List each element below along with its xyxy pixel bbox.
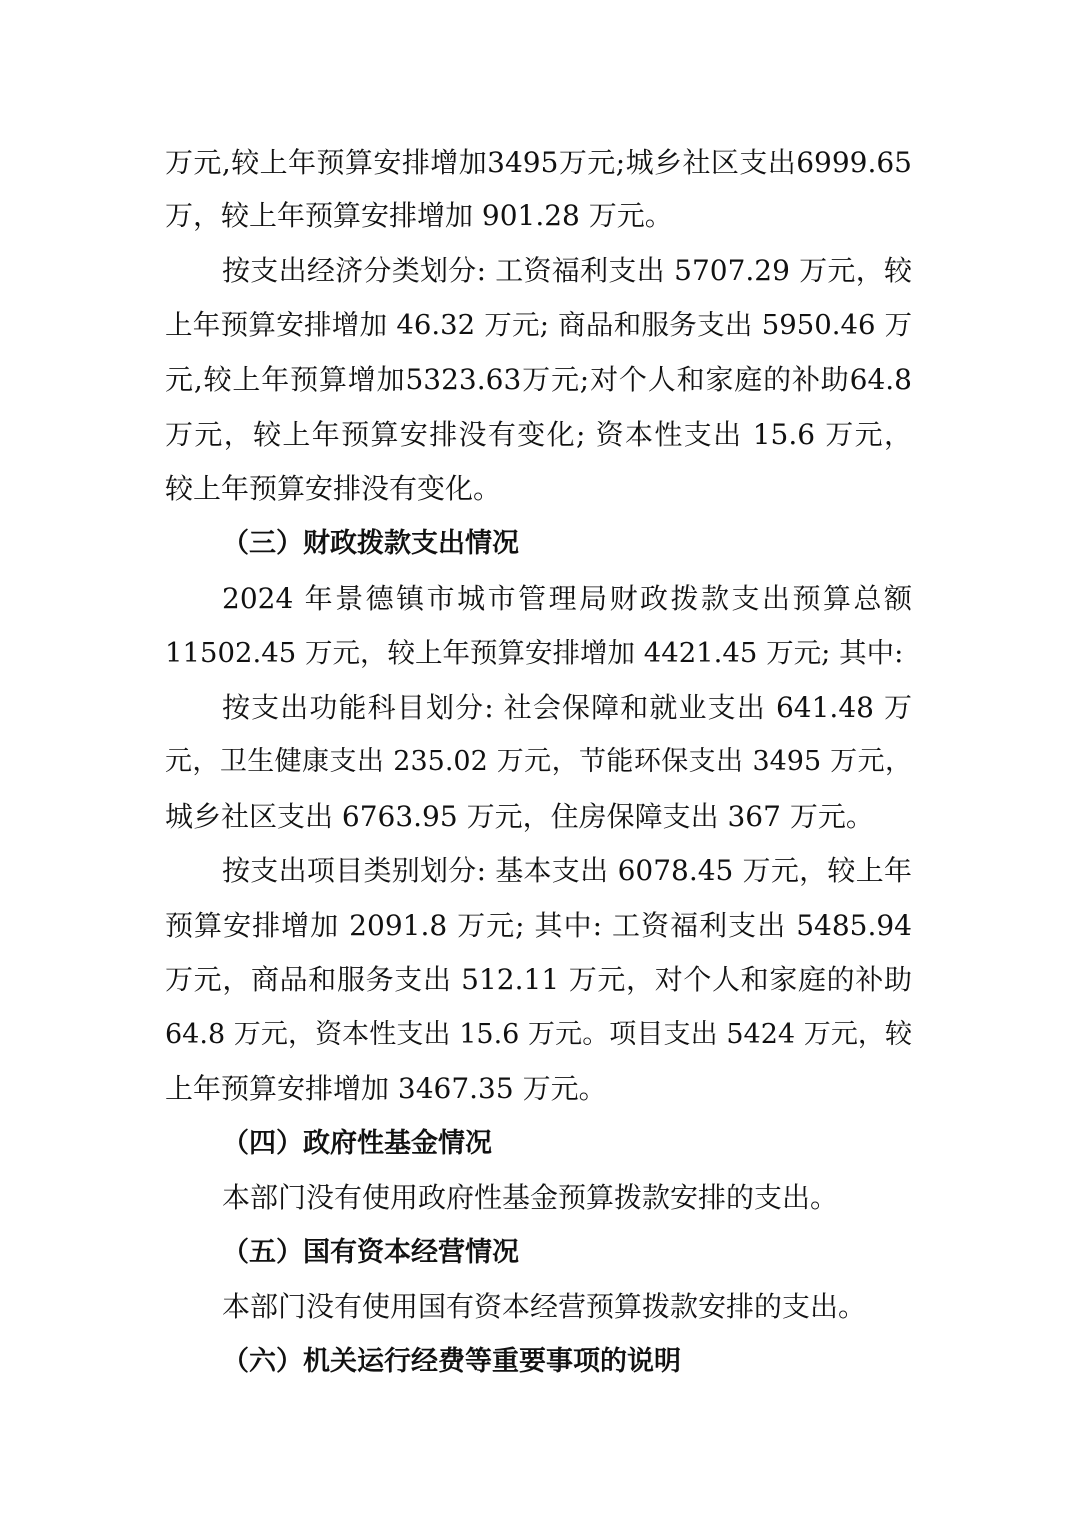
- body-text-line: 本部门没有使用国有资本经营预算拨款安排的支出。: [222, 1290, 867, 1323]
- body-text-line: 万元,较上年预算安排增加3495万元;城乡社区支出6999.65: [165, 146, 912, 179]
- body-text-line: 万元，较上年预算安排没有变化; 资本性支出 15.6 万元，: [165, 418, 912, 451]
- body-text-line: 按支出经济分类划分: 工资福利支出 5707.29 万元，较: [222, 254, 912, 287]
- section-heading-5: （五）国有资本经营情况: [222, 1237, 519, 1268]
- body-text-line: 按支出项目类别划分: 基本支出 6078.45 万元，较上年: [222, 854, 912, 887]
- body-text-line: 元,较上年预算增加5323.63万元;对个人和家庭的补助64.8: [165, 363, 912, 396]
- body-text-line: 本部门没有使用政府性基金预算拨款安排的支出。: [222, 1181, 839, 1214]
- body-text-line: 64.8 万元，资本性支出 15.6 万元。项目支出 5424 万元，较: [165, 1019, 912, 1050]
- section-heading-4: （四）政府性基金情况: [222, 1128, 492, 1159]
- section-heading-6: （六）机关运行经费等重要事项的说明: [222, 1346, 681, 1377]
- body-text-line: 元，卫生健康支出 235.02 万元，节能环保支出 3495 万元，: [165, 746, 912, 777]
- body-text-line: 较上年预算安排没有变化。: [165, 472, 502, 505]
- body-text-line: 2024 年景德镇市城市管理局财政拨款支出预算总额: [222, 582, 912, 615]
- section-heading-3: （三）财政拨款支出情况: [222, 528, 519, 559]
- body-text-line: 万元，商品和服务支出 512.11 万元，对个人和家庭的补助: [165, 963, 912, 996]
- body-text-line: 上年预算安排增加 46.32 万元; 商品和服务支出 5950.46 万: [165, 309, 912, 341]
- body-text-line: 按支出功能科目划分: 社会保障和就业支出 641.48 万: [222, 691, 912, 724]
- body-text-line: 11502.45 万元，较上年预算安排增加 4421.45 万元; 其中:: [165, 637, 904, 669]
- body-text-line: 城乡社区支出 6763.95 万元，住房保障支出 367 万元。: [165, 800, 874, 833]
- body-text-line: 预算安排增加 2091.8 万元; 其中: 工资福利支出 5485.94: [165, 909, 912, 942]
- body-text-line: 万，较上年预算安排增加 901.28 万元。: [165, 199, 673, 232]
- body-text-line: 上年预算安排增加 3467.35 万元。: [165, 1072, 607, 1105]
